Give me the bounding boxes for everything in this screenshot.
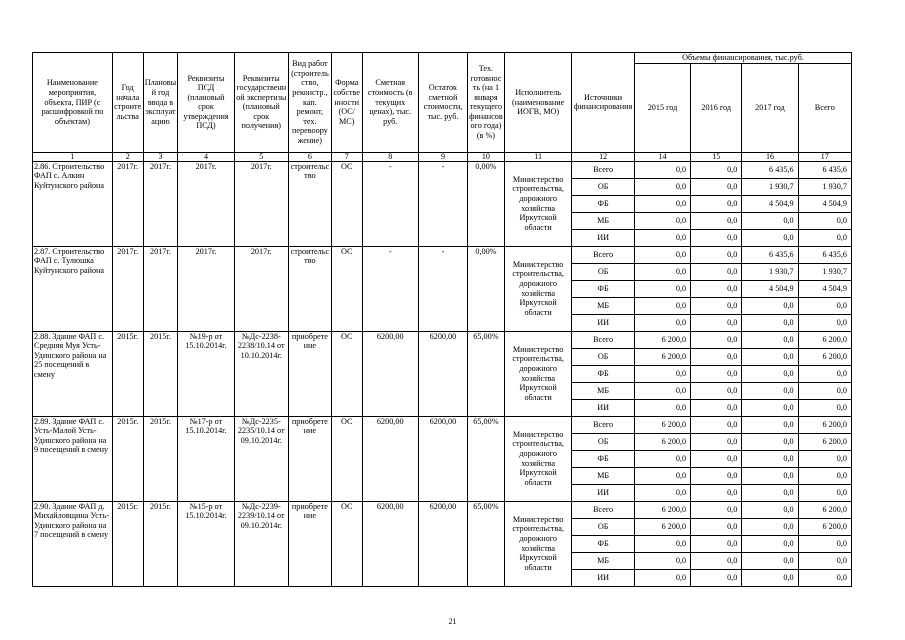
psd-details: 2017г.	[178, 246, 234, 331]
value-2015: 0,0	[634, 280, 690, 297]
value-2015: 0,0	[634, 467, 690, 484]
table-row	[33, 501, 852, 518]
planned-year: 2017г.	[143, 246, 178, 331]
ownership-form: ОС	[331, 161, 362, 246]
value-2017: 0,0	[742, 518, 798, 535]
value-2017: 0,0	[742, 365, 798, 382]
value-total: 6 200,0	[798, 501, 851, 518]
item-name: 2.88. Здание ФАП с. Средняя Муя Усть-Удинского района на 25 посещений в смену	[33, 331, 113, 416]
work-type: приобретение	[288, 331, 331, 416]
readiness-percent: 0,00%	[468, 246, 505, 331]
value-2016: 0,0	[691, 280, 742, 297]
value-2016: 0,0	[691, 382, 742, 399]
planned-year: 2015г.	[143, 416, 178, 501]
value-total: 6 435,6	[798, 161, 851, 178]
value-2017: 0,0	[742, 314, 798, 331]
value-2017: 0,0	[742, 535, 798, 552]
value-total: 6 200,0	[798, 348, 851, 365]
value-2015: 6 200,0	[634, 518, 690, 535]
value-total: 6 200,0	[798, 433, 851, 450]
page-number: 21	[448, 617, 457, 626]
source-ii: ИИ	[572, 569, 634, 586]
value-2016: 0,0	[691, 552, 742, 569]
source-mb: МБ	[572, 297, 634, 314]
readiness-percent: 65,00%	[468, 416, 505, 501]
value-2015: 0,0	[634, 263, 690, 280]
value-2015: 0,0	[634, 450, 690, 467]
value-2016: 0,0	[691, 229, 742, 246]
readiness-percent: 65,00%	[468, 331, 505, 416]
remainder-cost: 6200,00	[418, 331, 467, 416]
item-name: 2.87. Строительство ФАП с. Тулюшка Куйтунского района	[33, 246, 113, 331]
value-2017: 1 930,7	[742, 178, 798, 195]
value-total: 0,0	[798, 365, 851, 382]
value-2016: 0,0	[691, 246, 742, 263]
value-2016: 0,0	[691, 433, 742, 450]
value-total: 4 504,9	[798, 280, 851, 297]
value-2015: 0,0	[634, 178, 690, 195]
source-ob: ОБ	[572, 433, 634, 450]
value-2015: 0,0	[634, 297, 690, 314]
column-number: 15	[691, 152, 742, 161]
value-2015: 6 200,0	[634, 348, 690, 365]
source-fb: ФБ	[572, 280, 634, 297]
ownership-form: ОС	[331, 331, 362, 416]
value-total: 0,0	[798, 297, 851, 314]
value-2017: 0,0	[742, 348, 798, 365]
value-total: 6 200,0	[798, 331, 851, 348]
item-name: 2.89. Здание ФАП с. Усть-Малой Усть-Удинского района на 9 посещений в смену	[33, 416, 113, 501]
header-readiness: Тех. готовность (на 1 января текущего финансового года) (в %)	[468, 53, 505, 153]
work-type: приобретение	[288, 416, 331, 501]
ownership-form: ОС	[331, 246, 362, 331]
value-2016: 0,0	[691, 297, 742, 314]
header-start-year: Год начала строительства	[112, 53, 143, 153]
column-number: 2	[112, 152, 143, 161]
value-2015: 0,0	[634, 569, 690, 586]
planned-year: 2017г.	[143, 161, 178, 246]
planned-year: 2015г.	[143, 501, 178, 586]
estimate-cost: -	[362, 161, 418, 246]
column-number: 6	[288, 152, 331, 161]
value-2017: 6 435,6	[742, 161, 798, 178]
value-2016: 0,0	[691, 212, 742, 229]
value-2015: 6 200,0	[634, 331, 690, 348]
table-row	[33, 161, 852, 178]
value-2016: 0,0	[691, 348, 742, 365]
estimate-cost: 6200,00	[362, 331, 418, 416]
value-total: 0,0	[798, 569, 851, 586]
funding-table	[32, 52, 852, 587]
executor: Министерство строительства, дорожного хозяйства Иркутской области	[504, 161, 572, 246]
value-2016: 0,0	[691, 331, 742, 348]
value-2016: 0,0	[691, 399, 742, 416]
value-total: 0,0	[798, 467, 851, 484]
start-year: 2017г.	[112, 161, 143, 246]
value-2017: 0,0	[742, 552, 798, 569]
source-mb: МБ	[572, 382, 634, 399]
header-year-2017: 2017 год	[742, 63, 798, 152]
header-ownership: Форма собственности (ОС/МС)	[331, 53, 362, 153]
ownership-form: ОС	[331, 501, 362, 586]
column-number: 3	[143, 152, 178, 161]
value-2016: 0,0	[691, 195, 742, 212]
value-total: 4 504,9	[798, 195, 851, 212]
value-2016: 0,0	[691, 365, 742, 382]
source-ob: ОБ	[572, 178, 634, 195]
source-total: Всего	[572, 246, 634, 263]
value-2017: 0,0	[742, 416, 798, 433]
column-number: 12	[572, 152, 634, 161]
value-2015: 0,0	[634, 484, 690, 501]
work-type: строительство	[288, 161, 331, 246]
value-2015: 0,0	[634, 229, 690, 246]
source-total: Всего	[572, 416, 634, 433]
psd-details: 2017г.	[178, 161, 234, 246]
item-name: 2.90. Здание ФАП д. Михайловщина Усть-Удинского района на 7 посещений в смену	[33, 501, 113, 586]
value-2016: 0,0	[691, 569, 742, 586]
estimate-cost: 6200,00	[362, 416, 418, 501]
value-2017: 1 930,7	[742, 263, 798, 280]
value-2016: 0,0	[691, 314, 742, 331]
source-ob: ОБ	[572, 518, 634, 535]
value-2017: 0,0	[742, 331, 798, 348]
column-number: 1	[33, 152, 113, 161]
start-year: 2015г.	[112, 331, 143, 416]
value-total: 0,0	[798, 314, 851, 331]
start-year: 2015г.	[112, 416, 143, 501]
planned-year: 2015г.	[143, 331, 178, 416]
value-2015: 0,0	[634, 382, 690, 399]
value-2015: 6 200,0	[634, 501, 690, 518]
work-type: строительство	[288, 246, 331, 331]
source-mb: МБ	[572, 467, 634, 484]
source-mb: МБ	[572, 212, 634, 229]
value-2017: 0,0	[742, 229, 798, 246]
value-2015: 0,0	[634, 314, 690, 331]
table-row	[33, 246, 852, 263]
expertise-details: №Дс-2238-2238/10.14 от 10.10.2014г.	[234, 331, 288, 416]
value-2016: 0,0	[691, 178, 742, 195]
value-total: 0,0	[798, 535, 851, 552]
readiness-percent: 65,00%	[468, 501, 505, 586]
column-number: 8	[362, 152, 418, 161]
source-mb: МБ	[572, 552, 634, 569]
column-number: 4	[178, 152, 234, 161]
value-total: 6 200,0	[798, 518, 851, 535]
remainder-cost: 6200,00	[418, 416, 467, 501]
value-2016: 0,0	[691, 416, 742, 433]
column-number: 17	[798, 152, 851, 161]
expertise-details: №Дс-2235-2235/10.14 от 09.10.2014г.	[234, 416, 288, 501]
value-total: 1 930,7	[798, 178, 851, 195]
value-2017: 6 435,6	[742, 246, 798, 263]
value-2017: 0,0	[742, 399, 798, 416]
header-expertise: Реквизиты государственной экспертизы (плановый срок получения)	[234, 53, 288, 153]
header-planned-year: Плановый год ввода в эксплуатацию	[143, 53, 178, 153]
psd-details: №17-р от 15.10.2014г.	[178, 416, 234, 501]
value-2015: 6 200,0	[634, 416, 690, 433]
executor: Министерство строительства, дорожного хозяйства Иркутской области	[504, 246, 572, 331]
value-2016: 0,0	[691, 484, 742, 501]
value-total: 0,0	[798, 450, 851, 467]
value-2016: 0,0	[691, 535, 742, 552]
value-total: 0,0	[798, 399, 851, 416]
value-2017: 0,0	[742, 467, 798, 484]
item-name: 2.86. Строительство ФАП с. Алкин Куйтунского района	[33, 161, 113, 246]
column-number: 16	[742, 152, 798, 161]
value-2015: 0,0	[634, 195, 690, 212]
work-type: приобретение	[288, 501, 331, 586]
value-2015: 6 200,0	[634, 433, 690, 450]
readiness-percent: 0,00%	[468, 161, 505, 246]
value-2017: 0,0	[742, 450, 798, 467]
executor: Министерство строительства, дорожного хозяйства Иркутской области	[504, 501, 572, 586]
source-total: Всего	[572, 331, 634, 348]
value-2016: 0,0	[691, 161, 742, 178]
source-ii: ИИ	[572, 229, 634, 246]
psd-details: №19-р от 15.10.2014г.	[178, 331, 234, 416]
start-year: 2017г.	[112, 246, 143, 331]
remainder-cost: -	[418, 161, 467, 246]
column-number: 5	[234, 152, 288, 161]
estimate-cost: 6200,00	[362, 501, 418, 586]
header-sources: Источники финансирования	[572, 53, 634, 153]
value-total: 6 200,0	[798, 416, 851, 433]
executor: Министерство строительства, дорожного хозяйства Иркутской области	[504, 416, 572, 501]
expertise-details: 2017г.	[234, 161, 288, 246]
header-work-type: Вид работ (строительство, реконстр., кап. ремонт, тех. перевооружение)	[288, 53, 331, 153]
source-fb: ФБ	[572, 450, 634, 467]
value-2017: 4 504,9	[742, 195, 798, 212]
remainder-cost: 6200,00	[418, 501, 467, 586]
source-fb: ФБ	[572, 365, 634, 382]
column-number: 14	[634, 152, 690, 161]
value-2015: 0,0	[634, 552, 690, 569]
value-2016: 0,0	[691, 450, 742, 467]
column-number: 9	[418, 152, 467, 161]
value-2015: 0,0	[634, 535, 690, 552]
ownership-form: ОС	[331, 416, 362, 501]
column-number: 10	[468, 152, 505, 161]
value-2017: 0,0	[742, 433, 798, 450]
value-2016: 0,0	[691, 263, 742, 280]
value-2017: 0,0	[742, 501, 798, 518]
value-total: 6 435,6	[798, 246, 851, 263]
estimate-cost: -	[362, 246, 418, 331]
source-ob: ОБ	[572, 263, 634, 280]
source-ii: ИИ	[572, 399, 634, 416]
value-2015: 0,0	[634, 365, 690, 382]
value-total: 0,0	[798, 229, 851, 246]
value-total: 0,0	[798, 382, 851, 399]
remainder-cost: -	[418, 246, 467, 331]
column-number: 7	[331, 152, 362, 161]
value-2017: 4 504,9	[742, 280, 798, 297]
value-2016: 0,0	[691, 467, 742, 484]
header-psd: Реквизиты ПСД (плановый срок утверждения ПСД)	[178, 53, 234, 153]
psd-details: №15-р от 15.10.2014г.	[178, 501, 234, 586]
executor: Министерство строительства, дорожного хозяйства Иркутской области	[504, 331, 572, 416]
source-total: Всего	[572, 501, 634, 518]
value-2015: 0,0	[634, 246, 690, 263]
source-fb: ФБ	[572, 195, 634, 212]
source-ob: ОБ	[572, 348, 634, 365]
header-volumes: Объемы финансирования, тыс.руб.	[634, 53, 851, 64]
value-2015: 0,0	[634, 212, 690, 229]
value-2016: 0,0	[691, 501, 742, 518]
header-estimate: Сметная стоимость (в текущих ценах), тыс. руб.	[362, 53, 418, 153]
value-2017: 0,0	[742, 569, 798, 586]
source-total: Всего	[572, 161, 634, 178]
expertise-details: 2017г.	[234, 246, 288, 331]
header-name: Наименование мероприятия, объекта, ПИР (с расшифровкой по объектам)	[33, 53, 113, 153]
value-2017: 0,0	[742, 382, 798, 399]
column-number: 11	[504, 152, 572, 161]
value-2015: 0,0	[634, 161, 690, 178]
source-ii: ИИ	[572, 314, 634, 331]
value-2016: 0,0	[691, 518, 742, 535]
table-row	[33, 331, 852, 348]
value-2015: 0,0	[634, 399, 690, 416]
source-fb: ФБ	[572, 535, 634, 552]
value-2017: 0,0	[742, 297, 798, 314]
value-total: 0,0	[798, 212, 851, 229]
expertise-details: №Дс-2239-2239/10.14 от 09.10.2014г.	[234, 501, 288, 586]
header-remainder: Остаток сметной стоимости, тыс. руб.	[418, 53, 467, 153]
header-year-2016: 2016 год	[691, 63, 742, 152]
start-year: 2015г.	[112, 501, 143, 586]
value-total: 1 930,7	[798, 263, 851, 280]
value-2017: 0,0	[742, 484, 798, 501]
table-row	[33, 416, 852, 433]
header-executor: Исполнитель (наименование ИОГВ, МО)	[504, 53, 572, 153]
value-total: 0,0	[798, 552, 851, 569]
header-year-2015: 2015 год	[634, 63, 690, 152]
source-ii: ИИ	[572, 484, 634, 501]
value-total: 0,0	[798, 484, 851, 501]
value-2017: 0,0	[742, 212, 798, 229]
header-total: Всего	[798, 63, 851, 152]
